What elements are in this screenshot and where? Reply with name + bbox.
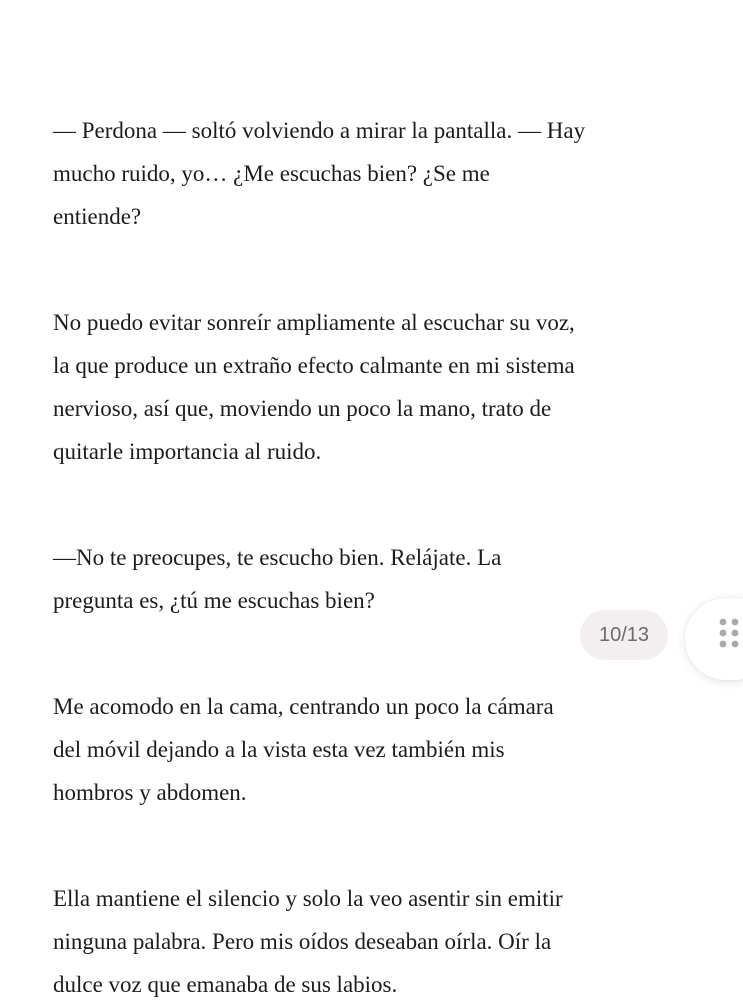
paragraph (53, 536, 653, 622)
text-line: del móvil dejando a la vista esta vez también mis (53, 737, 505, 762)
paragraph (53, 877, 653, 1000)
text-line: pregunta es, ¿tú me escuchas bien? (53, 588, 375, 613)
page-indicator-text: 10/13 (598, 623, 650, 646)
text-line: ninguna palabra. Pero mis oídos deseaban oírla. Oír la (53, 929, 552, 954)
text-line: quitarle importancia al ruido. (53, 439, 322, 464)
paragraph (53, 109, 653, 238)
text-line: Ella mantiene el silencio y solo la veo asentir sin emitir (53, 886, 563, 911)
text-line: No puedo evitar sonreír ampliamente al escuchar su voz, (53, 310, 575, 335)
text-line: mucho ruido, yo… ¿Me escuchas bien? ¿Se me (53, 161, 490, 186)
drag-dots-icon (718, 618, 742, 658)
text-line: —No te preocupes, te escucho bien. Relájate. La (53, 545, 502, 570)
reader-content (53, 0, 653, 1000)
text-line: hombros y abdomen. (53, 780, 247, 805)
page-indicator[interactable] (580, 610, 668, 660)
floating-drag-handle[interactable] (685, 598, 743, 680)
text-line: dulce voz que emanaba de sus labios. (53, 972, 398, 997)
text-line: entiende? (53, 204, 142, 229)
text-line: — Perdona — soltó volviendo a mirar la pantalla. — Hay (53, 118, 586, 143)
paragraph (53, 685, 653, 814)
text-line: la que produce un extraño efecto calmante en mi sistema (53, 353, 575, 378)
text-line: nervioso, así que, moviendo un poco la mano, trato de (53, 396, 552, 421)
text-line: Me acomodo en la cama, centrando un poco la cámara (53, 694, 554, 719)
paragraph (53, 301, 653, 473)
